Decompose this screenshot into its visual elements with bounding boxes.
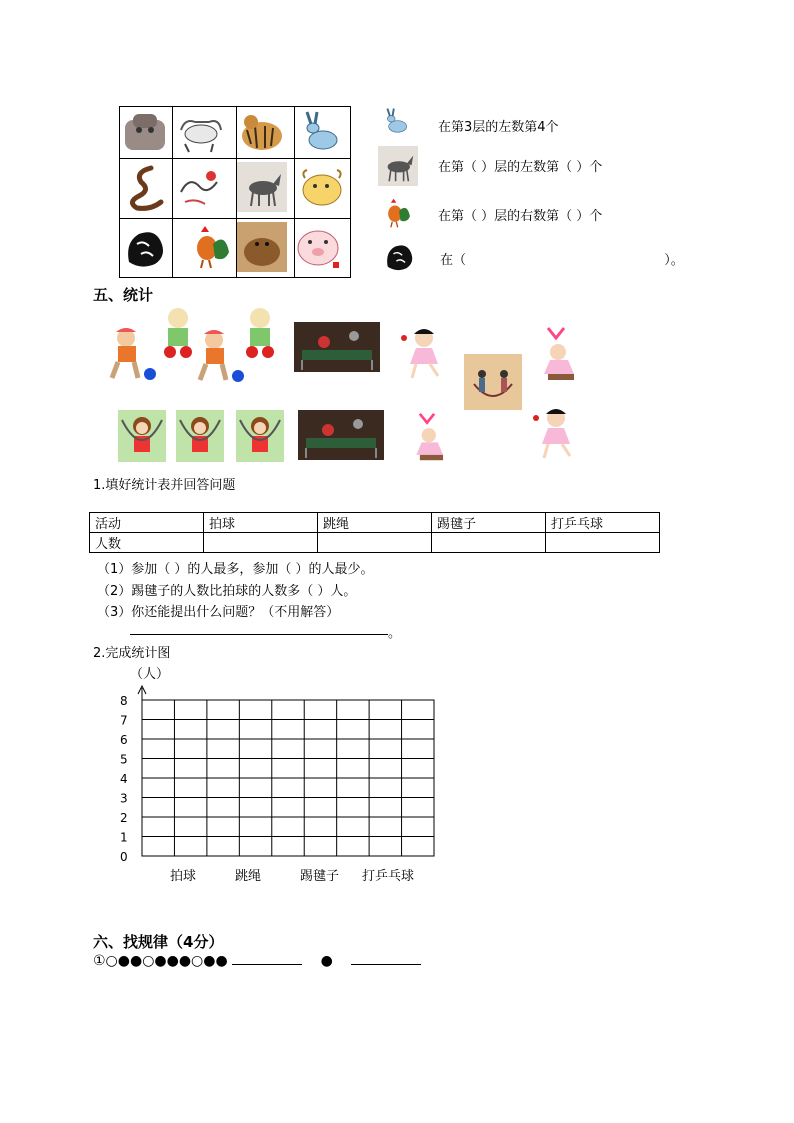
dragon-icon	[175, 162, 225, 212]
sheep-icon	[297, 162, 347, 212]
ox-icon	[175, 108, 225, 158]
shuttlecock-girl-icon	[398, 324, 454, 384]
question-monkey	[378, 238, 422, 274]
y-tick-label: 5	[120, 752, 128, 767]
subquestion: （3）你还能提出什么问题？（不用解答）	[97, 605, 340, 620]
dog-icon	[237, 222, 287, 272]
ball-kid-icon	[196, 326, 246, 386]
pattern-middle: ●	[320, 953, 333, 969]
pig-icon	[293, 222, 343, 272]
x-tick-label: 踢毽子	[300, 869, 340, 884]
monkey-icon	[121, 222, 171, 272]
subquestion: （2）踢毽子的人数比拍球的人数多（ ）人。	[97, 584, 357, 599]
ping-pong-photo	[294, 322, 380, 372]
count-cell-bounce-ball[interactable]	[204, 533, 318, 553]
question-rooster	[380, 194, 414, 232]
shuttlecock-girl-icon	[530, 404, 586, 464]
rooster-icon	[380, 194, 414, 232]
y-axis-label: （人）	[130, 667, 170, 682]
text-prefix: 在（	[440, 253, 467, 268]
rabbit-icon	[378, 106, 416, 138]
x-tick-label: 拍球	[170, 869, 197, 884]
table-header-row	[90, 513, 660, 533]
grid-row-divider	[120, 218, 350, 219]
table-header-cell: 拍球	[204, 513, 318, 533]
horse-icon	[237, 162, 287, 212]
ball-kid-icon	[240, 306, 280, 362]
ball-kid-icon	[108, 324, 158, 384]
shuttlecock-girl-icon	[528, 324, 584, 384]
tiger-icon	[237, 108, 287, 158]
rat-icon	[121, 108, 171, 158]
pattern-question	[93, 952, 421, 969]
table-header-cell: 踢毽子	[432, 513, 546, 533]
sentence-end: 。	[388, 626, 402, 641]
section-title: 五、统计	[93, 286, 154, 304]
answer-blank[interactable]	[351, 952, 421, 965]
question-horse	[378, 146, 418, 186]
jump-rope-girl-icon	[176, 410, 224, 462]
snake-icon	[121, 162, 171, 212]
y-tick-label: 7	[120, 713, 128, 728]
x-tick-label: 打乒乓球	[362, 869, 415, 884]
jump-rope-girl-icon	[236, 410, 284, 462]
section-title: 六、找规律（4分）	[93, 933, 224, 951]
ping-pong-photo	[298, 410, 384, 460]
answer-blank[interactable]	[232, 952, 302, 965]
question-text: 在第3层的左数第4个	[438, 120, 559, 135]
y-tick-label: 8	[120, 694, 128, 708]
pattern-sequence: ①○●●○●●●○●●	[93, 953, 228, 969]
grid-col-divider	[172, 107, 173, 277]
y-tick-label: 1	[120, 830, 128, 845]
question-text: 在第（ ）层的右数第（ ）个	[438, 209, 603, 224]
text-suffix: ）。	[664, 253, 684, 268]
statistics-table	[89, 512, 660, 553]
count-cell-jump-rope[interactable]	[318, 533, 432, 553]
shuttlecock-girl-icon	[402, 408, 452, 466]
question-rabbit	[378, 106, 416, 138]
y-tick-label: 6	[120, 733, 128, 747]
rabbit-icon	[297, 108, 347, 158]
activity-pictures	[108, 304, 588, 470]
y-tick-label: 0	[120, 850, 128, 864]
statistics-chart	[100, 660, 460, 900]
question-title: 2.完成统计图	[93, 646, 171, 661]
y-tick-label: 4	[120, 772, 128, 786]
count-cell-shuttlecock[interactable]	[432, 533, 546, 553]
x-tick-label: 跳绳	[235, 869, 262, 884]
answer-line[interactable]	[130, 634, 388, 635]
table-header-cell: 活动	[90, 513, 204, 533]
jump-rope-girl-icon	[118, 410, 166, 462]
jump-rope-photo	[464, 354, 522, 410]
table-header-cell: 跳绳	[318, 513, 432, 533]
question-title: 1.填好统计表并回答问题	[93, 478, 236, 493]
horse-icon	[378, 146, 418, 186]
chart-canvas	[100, 660, 460, 900]
table-header-cell: 打乒乓球	[546, 513, 660, 533]
ball-kid-icon	[158, 306, 198, 362]
grid-row-divider	[120, 158, 350, 159]
table-row-label: 人数	[90, 533, 204, 553]
question-monkey-text	[440, 249, 684, 268]
subquestion: （1）参加（ ）的人最多，参加（ ）的人最少。	[97, 562, 374, 577]
count-cell-ping-pong[interactable]	[546, 533, 660, 553]
y-tick-label: 2	[120, 811, 128, 825]
y-tick-label: 3	[120, 791, 128, 806]
rooster-icon	[185, 222, 235, 272]
table-row	[90, 533, 660, 553]
question-text: 在第（ ）层的左数第（ ）个	[438, 160, 603, 175]
monkey-icon	[378, 238, 422, 274]
